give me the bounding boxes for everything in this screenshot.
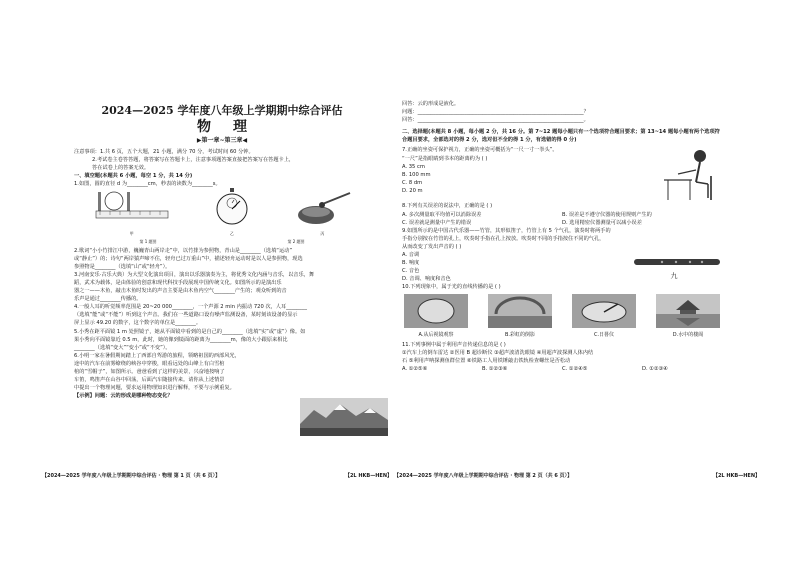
option: D. 20 m bbox=[402, 187, 423, 194]
example-answer: 【示例】问题：云的形成是哪种物态变化？ bbox=[74, 393, 173, 400]
question-3-line: 器之一——木鱼，敲击木鱼时发出的声音主要是由木鱼内空气________产生的；观众听到的音 bbox=[74, 288, 287, 295]
ruler-figure bbox=[92, 187, 172, 238]
figure-caption: 第 1 题图 bbox=[139, 239, 157, 245]
option: C. 音色 bbox=[402, 268, 420, 275]
question-9-line: 从而改变了发出声音的 ( ) bbox=[402, 243, 462, 250]
option: A. 音调 bbox=[402, 252, 420, 259]
question-8: 8.下列有关误差的说法中，正确的是 ( ) bbox=[402, 203, 493, 210]
option-label: C.日晷仪 bbox=[593, 331, 615, 338]
question-3-line: 3.河南安乐·古乐大典）为大型文化演出项目，演出以乐器演奏为主，将优秀文化内涵与音乐，以音乐，舞 bbox=[74, 271, 315, 278]
option: D. 选用精密仪器测量可以减小误差 bbox=[562, 219, 642, 226]
question-3-line: 蹈，武术为载体，是由体验的创意和现代科技手段展现中国传统文化。如图所示的是演出乐 bbox=[74, 279, 282, 286]
figure-tag: 丙 bbox=[320, 231, 325, 237]
footer-code: 【2L HKB—HEN】 bbox=[712, 473, 760, 479]
mountain-photo bbox=[300, 398, 388, 436]
figure-tag: 九 bbox=[670, 271, 678, 280]
notes bbox=[74, 148, 370, 172]
question-4-line: 4.一般人耳的听觉频率范围是 20~20 000________，一个声源 2 min 内振动 720 次，人耳________ bbox=[74, 304, 307, 311]
q10-option-c bbox=[570, 294, 638, 339]
option-label: A.从后视镜观察 bbox=[418, 331, 454, 338]
q8-options bbox=[402, 211, 722, 227]
q10-option-d bbox=[654, 294, 722, 339]
question-9-options-block bbox=[402, 251, 722, 283]
footer-code: 【2L HKB—HEN】 bbox=[344, 473, 392, 479]
question-5-line: ________（选填“变大”“变小”或“不变”）。 bbox=[74, 344, 171, 351]
question-6-block bbox=[74, 352, 370, 392]
question-10: 10.下列现象中，属于光的直线传播的是 ( ) bbox=[402, 284, 501, 291]
option: C. 8 dm bbox=[402, 179, 423, 186]
option: B. ①②③⑥ bbox=[482, 365, 508, 372]
footer-left-page bbox=[42, 472, 392, 479]
question-3-line: 乐声是通过________传播的。 bbox=[74, 296, 142, 303]
option: D. ①②③④ bbox=[642, 365, 668, 372]
question-9-line: 9.如图所示的是中国古代乐器——竹管，其形似笛子，竹管上有 5 个气孔，演奏时将两手的 bbox=[402, 227, 611, 234]
note-line: 答在试卷上的答案无效。 bbox=[92, 165, 150, 172]
chapter-scope: ▶第一章~第三章◀ bbox=[196, 137, 248, 144]
q10-images bbox=[402, 294, 722, 339]
footer-text: 【2024—2025 学年度八年级上学期期中综合评估 · 物理 第 1 页（共 6 页）】 bbox=[42, 473, 221, 479]
page-right bbox=[402, 100, 722, 480]
wooden-fish-figure bbox=[292, 187, 352, 238]
option: A. ①②⑤⑥ bbox=[402, 365, 428, 372]
option: B. 误差是不遵守仪器的使用规则产生的 bbox=[562, 211, 652, 218]
question-2-line: 2.歌词“小小竹排江中游，巍巍青山两岸走”中，以竹排为参照物，青山是________（选填“运动” bbox=[74, 247, 293, 254]
question-6-line: 棺的“雪帽子”，如图所示。爸爸看到了这样的美景，兴奋地按响了 bbox=[74, 368, 225, 375]
question-6-line: 车笛，鸣笛声在山谷中回荡，后面汽车随接传来。请你从上述情景 bbox=[74, 377, 225, 384]
answer-line: 回答：________________________________________________________________。 bbox=[402, 117, 589, 124]
question-6-line: 中提出一个物理问题，要求运用物理知识进行解释，不要与示例重复。 bbox=[74, 385, 235, 392]
question-2-line: 参照物是________（选填“山”或“轻舟”）。 bbox=[74, 263, 171, 270]
figure-captions bbox=[74, 238, 370, 246]
option: B. 100 mm bbox=[402, 171, 431, 178]
posture-figure bbox=[634, 146, 722, 202]
option: B. 响度 bbox=[402, 260, 420, 267]
section-1-header: 一、填空题(本题共 6 小题，每空 1 分，共 14 分) bbox=[74, 173, 193, 180]
question-7-line: “一尺”是指眼睛到书本的距离约为 ( ) bbox=[402, 155, 488, 162]
option: D. 音调、响度和音色 bbox=[402, 276, 451, 283]
question-11-items: 石 ⑤利用声呐探测鱼群位置 ⑥铁路工人用铁锤敲击铁轨检查螺丝是否松动 bbox=[402, 357, 571, 364]
question-1: 1.如图，圆的直径 d 为________cm，秒表的读数为________s。 bbox=[74, 181, 221, 188]
q11-options bbox=[402, 365, 722, 373]
option: C. 误差就是测量中产生的错误 bbox=[402, 219, 472, 226]
question-4-line: （选填“能”或“不能”）听到这个声音。我们在一些道路口设有噪声监测设备，某时刻该设备的显示 bbox=[74, 312, 298, 319]
option-label: D.水中的楼阁 bbox=[672, 331, 704, 338]
option: C. ①②④⑤ bbox=[562, 365, 588, 372]
figure-tag: 甲 bbox=[129, 231, 134, 237]
footer-text: 【2024—2025 学年度八年级上学期期中综合评估 · 物理 第 2 页（共 6 页）】 bbox=[394, 473, 573, 479]
q10-option-a bbox=[402, 294, 470, 339]
option-label: B.彩虹的倒影 bbox=[504, 331, 536, 338]
question-5-line: 5.小秀在距平面镜 1 m 处照镜子，她从平面镜中看到的是自己的________（选填“实”或“虚”）像。如 bbox=[74, 328, 306, 335]
question-7-line: 7.正确的坐姿可保护视力，正确的坐姿可概括为“一尺一寸一拳头”。 bbox=[402, 147, 558, 154]
stopwatch-figure bbox=[207, 187, 257, 238]
figure-tag: 乙 bbox=[229, 231, 234, 237]
question-11-items: ①汽车上的倒车雷达 ②医用 B 超诊断仪 ③超声波清洗眼镜 ④用超声波探测人体内结 bbox=[402, 349, 594, 356]
exam-title: 2024—2025 学年度八年级上学期期中综合评估 bbox=[101, 104, 343, 117]
note-line: 注意事项：1.共 6 页，五个大题，21 小题，满分 70 分，考试时间 60 分钟。 bbox=[74, 149, 254, 155]
figure-row-q1 bbox=[74, 190, 370, 238]
option: A. 多次测量取平均值可以消除误差 bbox=[402, 211, 482, 218]
option: A. 35 cm bbox=[402, 163, 425, 170]
question-5-line: 果小秀向平面镜靠近 0.5 m，此时，她的像到镜面的距离为________m，像的大小跟原来相比 bbox=[74, 336, 288, 343]
subject-title: 物理 bbox=[197, 119, 269, 135]
q10-option-b bbox=[486, 294, 554, 339]
question-9-line: 手指分别按在竹管的孔上，吹奏时手指在孔上按放。吹奏时不同的手指按住不同的气孔， bbox=[402, 235, 605, 242]
figure-caption: 第 2 题图 bbox=[287, 239, 305, 245]
footer-right-page bbox=[394, 472, 760, 479]
question-6-line: 途中的汽车在前雾缭绕的峡谷中穿梭，眼看远处的山峰上有白雪棺 bbox=[74, 360, 225, 367]
question-6-line: 6.小明一家在暑假期间踏上了西部自驾游的旅程，领略祖国的西部风光， bbox=[74, 352, 240, 359]
answer-line: 问题：________________________________________________________________？ bbox=[402, 109, 589, 116]
question-4-line: 屏上显示 49.20 的数字，这个数字的单位是________。 bbox=[74, 320, 202, 327]
question-7-block bbox=[402, 146, 722, 202]
answer-line: 回答：云的形成是液化。 bbox=[402, 101, 460, 107]
note-line: 2.考试卷主卷答答题，将答案写在答题卡上，注意事项题答案直接把答案写在答题卡上， bbox=[92, 157, 295, 164]
flute-figure bbox=[626, 255, 722, 280]
question-2-line: 或“静止”）的；诗句“两岸猿声啼不住，轻舟已过万重山”中，描述轻舟运动时是以人是参照物，现选 bbox=[74, 255, 303, 262]
section-2-header: 二、选择题(本题共 8 小题，每小题 2 分，共 16 分。第 7~12 题每小题只有一个选项符合题目要求；第 13~14 题每小题有两个选项符合题目要求，全部选对的得 2 分，选对但不全的得 1 分，有选错的得 0 分) bbox=[402, 129, 720, 144]
question-11: 11.下列事例中属于利用声音传递信息的是 ( ) bbox=[402, 341, 506, 348]
